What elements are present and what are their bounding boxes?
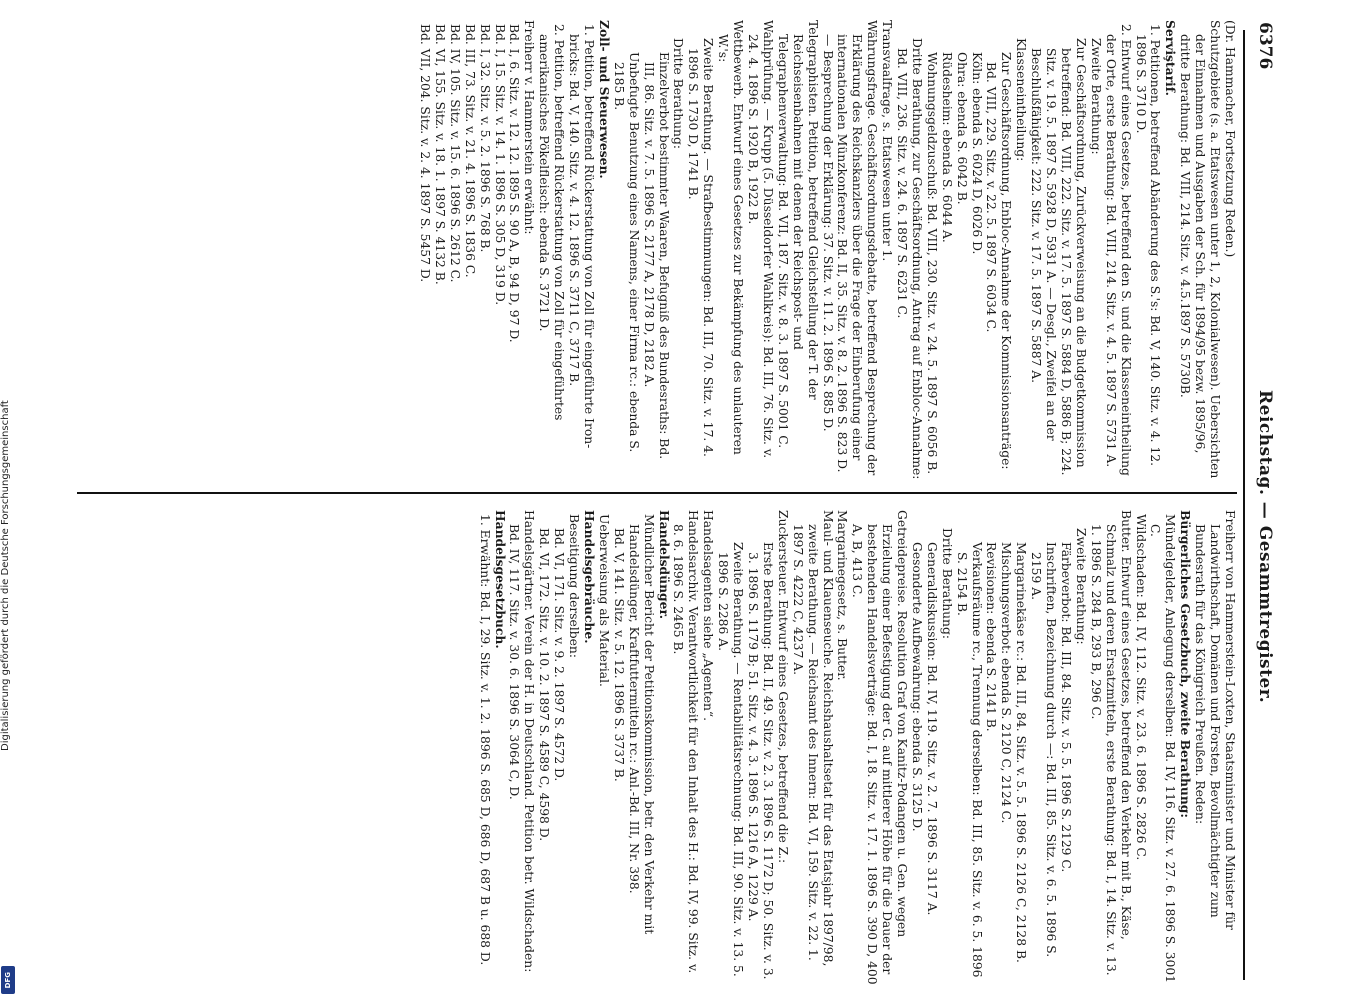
index-entry: Verkaufsräume rc., Trennung derselben: Bd. III, 85. Sitz. v. 6. 5. 1896 S. 2154 B. [954,542,984,978]
index-entry: Handelsdünger. [656,510,672,620]
index-entry: Wettbewerb. Entwurf eines Gesetzes zur Bekämpfung des unlauteren W.'s: [716,20,746,455]
index-entry: Handelsarchiv. Verantwortlichkeit für den Inhalt des H.: Bd. IV, 99. Sitz. v. 8. 6. 1896 S. 2465 B. [671,510,701,974]
page-number: 6376 [1255,22,1275,70]
index-entry: Inschriften, Bezeichnung durch —: Bd. III, 85. Sitz. v. 6. 5. 1896 S. 2159 A. [1029,542,1059,958]
index-entry: Bd. V, 141. Sitz. v. 5. 12. 1896 S. 3737 B. [611,528,626,782]
index-entry: Dritte Berathung: [939,528,954,639]
index-entry: Generaldiskussion: Bd. IV, 119. Sitz. v. 2. 7. 1896 S. 3117 A. [924,542,939,916]
index-entry: Zweite Berathung. — Strafbestimmungen: Bd. III, 70. Sitz. v. 17. 4. 1896 S. 1730 D, 1741 B. [686,38,716,457]
index-entry: Zoll- und Steuerwesen. [596,20,612,179]
index-entry: Getreidepreise. Resolution Graf von Kanitz-Podangen u. Gen. wegen Erzielung einer Befestigung der G. auf mittlerer Höhe für die Dauer der bestehenden Handelsverträge: Bd. I, 18. Sitz. v. 17. 1. 1896 S. 390 D, 400 A, B, 413 C. [850,510,910,985]
index-entry: Handelsagenten siehe „Agenten“. [701,510,716,722]
index-entry: Bd. I, 6. Sitz. v. 12. 12. 1895 S. 90 A, B, 94 D, 97 D. [507,24,522,343]
index-entry: Freiherr v. Hammerstein erwähnt: [522,20,537,235]
index-entry: (Dr. Hammacher, Fortsetzung Reden.) [1223,20,1237,258]
index-entry: Zur Geschäftsordnung, Enbloc-Annahme der Kommissionsanträge: Bd. VIII, 229. Sitz. v. 22. 5. 1897 S. 6034 C. [984,52,1014,470]
dfg-logo [1,966,15,994]
index-entry: 2. Petition, betreffend Rückerstattung von Zoll für eingeführtes amerikanisches Pökelfleisch: ebenda S. 3721 D. [537,24,567,421]
index-entry: Köln: ebenda S. 6024 D, 6026 D. [969,52,984,255]
index-entry: Dritte Berathung, zur Geschäftsordnung, Antrag auf Enbloc-Annahme: Bd. VIII, 236. Sitz. v. 24. 6. 1897 S. 6231 C. [895,38,924,480]
index-entry: Bd. VI, 172. Sitz. v. 10. 2. 1897 S. 4589 C, 4598 D. [537,528,552,842]
running-title: Reichstag. — Gesammtregister. [1255,390,1275,704]
index-entry: Wohnungsgeldzuschuß: Bd. VIII, 230. Sitz. v. 24. 5. 1897 S. 6056 B. [924,52,939,475]
index-entry: Gesonderte Aufbewahrung: ebenda S. 3125 D. [909,542,924,832]
index-entry: Unbefugte Benutzung eines Namens, einer Firma rc.: ebenda S. 2185 B. [611,52,641,453]
index-entry: Transvaalfrage, s. Etatswesen unter 1. [880,20,895,262]
right-column [477,510,1237,985]
index-entry: Handelsgärtner. Verein der H. in Deutschland. Petition betr. Wildschaden: Bd. IV, 117. Sitz. v. 30. 6. 1896 S. 3064 C, D. [507,510,537,973]
index-entry: Zuckersteuer. Entwurf eines Gesetzes, betreffend die Z.: [775,510,790,864]
index-entry: Zweite Berathung. — Rentabilitätsrechnung: Bd. III, 90. Sitz. v. 13. 5. 1896 S. 2286 A. [716,542,746,977]
index-entry: 1. Petitionen, betreffend Abänderung des S.'s: Bd. V, 140. Sitz. v. 4. 12. 1896 S. 3710 D. [1133,24,1163,467]
index-entry: Revisionen: ebenda S. 2141 B. [984,542,999,732]
index-entry: Zur Geschäftsordnung, Zurückverweisung an die Budgetkommission betreffend: Bd. VIII, 222. Sitz. v. 17. 5. 1897 S. 5884 D, 5886 B; 224. Sitz. v. 19. 5. 1897 S. 5928 D, 5931 A. — Desgl., Zweifel an der Beschlußfähigkeit: 222. Sitz. v. 17. 5. 1897 S. 5887 A. [1029,38,1088,476]
rotated-document-page [70,0,1285,1000]
index-entry: Schutzgebiete (s. a. Etatswesen unter 1, 2, Kolonialwesen). Uebersichten der Einnahmen und Ausgaben der Sch. für 1894/95 bezw. 1895/96, dritte Berathung: Bd. VIII, 214. Sitz. v. 4.5.1897 S. 5730B. [1178,20,1223,479]
index-entry: Klasseneintheilung: [1014,38,1029,162]
index-entry: Ueberweisung als Material. [596,514,611,687]
header-rule [1243,30,1245,980]
left-column [417,20,1237,480]
column-divider [77,492,1237,494]
index-entry: 1. Erwähnt: Bd. I, 29. Sitz. v. 1. 2. 1896 S. 685 D, 686 D, 687 B u. 688 D. [477,514,492,966]
digitization-credit: Digitalisierung gefördert durch die Deutsche Forschungsgemeinschaft [0,400,11,751]
index-entry: Serviştarif. [1163,20,1179,96]
index-entry: Bd. VI, 155. Sitz. v. 18. 1. 1897 S. 4132 B. [432,24,447,285]
index-entry: Einzelverbot bestimmter Waaren, Befugniß des Bundesraths: Bd. III, 86. Sitz. v. 7. 5. 1896 S. 2177 A, 2178 D, 2182 A. [641,52,671,460]
index-entry: Butter. Entwurf eines Gesetzes, betreffend den Verkehr mit B., Käse, Schmalz und deren Ersatzmitteln, erste Berathung: Bd. I, 14. Sitz. v. 13. 1. 1896 S. 284 B, 293 B, 296 C. [1088,510,1133,976]
index-entry: Rüdesheim: ebenda S. 6044 A. [939,52,954,243]
index-entry: Ohra: ebenda S. 6042 B. [954,52,969,205]
index-entry: Bürgerliches Gesetzbuch, zweite Berathung: [1178,510,1194,818]
index-entry: Margarinekäse rc.: Bd. III, 84. Sitz. v. 5. 5. 1896 S. 2126 C, 2128 B. [1014,542,1029,963]
index-entry: Bd. I, 32. Sitz. v. 5. 2. 1896 S. 768 B. [477,24,492,253]
index-entry: Telegraphisten. Petition, betreffend Gleichstellung der T. der Reichseisenbahnen mit denen der Reichspost- und Telegraphenverwaltung: Bd. VII, 187. Sitz. v. 8. 3. 1897 S. 5001 C. [775,20,820,449]
index-entry: Wildschaden: Bd. IV, 112. Sitz. v. 23. 6. 1896 S. 2826 C. [1133,514,1148,861]
index-entry: Zweite Berathung: [1073,528,1088,645]
index-entry: Färbeverbot: Bd. III, 84. Sitz. v. 5. 5. 1896 S. 2129 C. [1059,542,1074,873]
index-entry: Erste Berathung: Bd. II, 49. Sitz. v. 2. 3. 1896 S. 1172 D; 50. Sitz. v. 3. 3. 1896 S. 1179 B; 51. Sitz. v. 4. 3. 1896 S. 1216 A, 1229 A. [746,542,775,980]
index-entry: Bd. III, 73. Sitz. v. 21. 4. 1896 S. 1836 C. [462,24,477,278]
index-entry: Margarinegesetz, s. Butter. [835,510,850,681]
index-entry: Beseitigung derselben: [567,514,582,658]
index-entry: 1. Petition, betreffend Rückerstattung von Zoll für eingeführte Iron-bricks: Bd. V, 140. Sitz. v. 4. 12. 1896 S. 3711 C, 3717 B. [567,24,597,449]
index-entry: Bd. IV, 105. Sitz. v. 15. 6. 1896 S. 2612 C. [447,24,462,283]
index-entry: Mischungsverbot: ebenda S. 2120 C, 2124 C. [999,542,1014,824]
index-entry: Bd. VII, 204. Sitz. v. 2. 4. 1897 S. 5457 D. [418,24,433,283]
index-entry: Mündelgelder, Anlegung derselben: Bd. IV, 116. Sitz. v. 27. 6. 1896 S. 3001 C. [1148,514,1178,983]
index-entry: Währungsfrage. Geschäftsordnungsdebatte, betreffend Besprechung der Erklärung des Reichskanzlers über die Frage der Einberufung einer internationalen Münzkonferenz: Bd. II, 35. Sitz. v. 8. 2. 1896 S. 823 D. — Besprechung der Erklärung: 37. Sitz. v. 11. 2. 1896 S. 885 D. [820,20,880,476]
index-entry: 2. Entwurf eines Gesetzes, betreffend den S. und die Klasseneintheilung der Orte, erste Berathung: Bd. VIII, 214. Sitz. v. 4. 5. 1897 S. 5731 A. [1103,24,1133,476]
index-entry: Bd. VI, 171. Sitz. v. 9. 2. 1897 S. 4572 D. [552,528,567,782]
page-header [1245,0,1285,1000]
index-entry: Mündlicher Bericht der Petitionskommission, betr. den Verkehr mit Handelsdünger, Kraftfuttermitteln rc.: Anl.-Bd. III, Nr. 398. [626,514,656,935]
index-entry: Wahlprüfung. — Krupp (5. Düsseldorfer Wahlkreis): Bd. III, 76. Sitz. v. 24. 4. 1896 S. 1920 B, 1922 B. [746,20,775,459]
index-entry: Bd. I, 15. Sitz. v. 14. 1. 1896 S. 305 D, 319 D. [492,24,507,306]
dfg-logo-text: DFG [4,971,12,989]
index-entry: Maul- und Klauenseuche. Reichshaushaltsetat für das Etatsjahr 1897/98, zweite Berathung. — Reichsamt des Innern: Bd. VI, 159. Sitz. v. 22. 1. 1897 S. 4222 C, 4237 A. [790,510,835,967]
index-entry: Dritte Berathung: [671,38,686,149]
index-entry: Freiherr von Hammerstein-Loxten, Staatsminister und Minister für Landwirthschaft, Domänen und Forsten, Bevollmächtigter zum Bundesrath für das Königreich Preußen. Reden: [1193,510,1237,930]
index-entry: Handelsgesetzbuch. [492,510,508,649]
index-entry: Zweite Berathung: [1088,38,1103,155]
index-entry: Handelsgebräuche. [582,510,598,644]
